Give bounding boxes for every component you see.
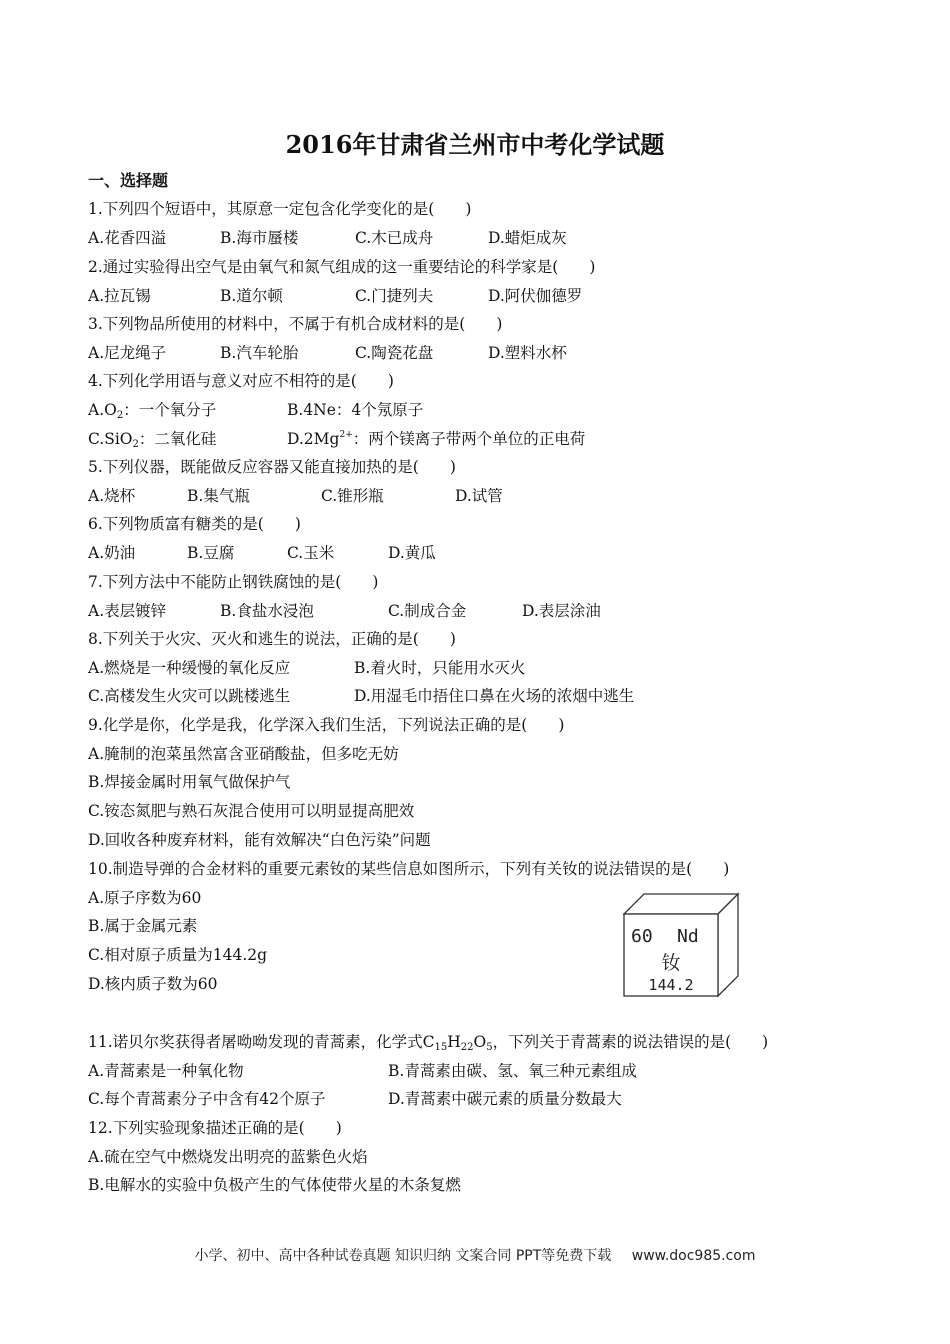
q2-option-b: B.道尔顿	[220, 287, 283, 305]
q8-option-b: B.着火时，只能用水灭火	[354, 659, 526, 677]
q7-option-d: D.表层涂油	[522, 602, 601, 620]
question-8: 8.下列关于火灾、灭火和逃生的说法，正确的是( )	[88, 630, 456, 648]
q11-option-a: A.青蒿素是一种氧化物	[88, 1062, 244, 1080]
atomic-number: 60	[631, 926, 653, 947]
q11-option-b: B.青蒿素由碳、氢、氧三种元素组成	[388, 1062, 637, 1080]
q6-option-d: D.黄瓜	[388, 544, 436, 562]
q9-option-a: A.腌制的泡菜虽然富含亚硝酸盐，但多吃无妨	[88, 745, 399, 763]
q1-option-c: C.木已成舟	[355, 229, 434, 247]
q4-option-d: $D.2Mg^{2+}$：两个镁离子带两个单位的正电荷	[287, 430, 586, 448]
q5-option-a: A.烧杯	[88, 487, 136, 505]
q1-option-d: D.蜡炬成灰	[488, 229, 567, 247]
q10-option-c: C.相对原子质量为144.2g	[88, 946, 268, 964]
q9-option-d: D.回收各种废弃材料，能有效解决“白色污染”问题	[88, 831, 431, 849]
question-9: 9.化学是你，化学是我，化学深入我们生活，下列说法正确的是( )	[88, 716, 565, 734]
q1-option-a: A.花香四溢	[88, 229, 167, 247]
q11-option-c: C.每个青蒿素分子中含有42个原子	[88, 1090, 326, 1108]
question-11: 11.诺贝尔奖获得者屠呦呦发现的青蒿素，化学式$C_{15}H_{22}O_5$，下列关于青蒿素的说法错误的是( )	[88, 1033, 769, 1053]
q7-option-c: C.制成合金	[388, 602, 467, 620]
q2-option-d: D.阿伏伽德罗	[488, 287, 583, 305]
q7-option-a: A.表层镀锌	[88, 602, 167, 620]
q8-option-a: A.燃烧是一种缓慢的氧化反应	[88, 659, 291, 677]
q2-option-a: A.拉瓦锡	[88, 287, 151, 305]
q5-option-b: B.集气瓶	[187, 487, 250, 505]
element-name: 钕	[661, 952, 681, 974]
q4-option-b: B.4Ne：4个氖原子	[287, 401, 424, 419]
q3-option-d: D.塑料水杯	[488, 344, 567, 362]
q10-option-d: D.核内质子数为60	[88, 975, 218, 993]
page-footer	[0, 1245, 950, 1265]
q5-option-c: C.锥形瓶	[321, 487, 384, 505]
question-7: 7.下列方法中不能防止钢铁腐蚀的是( )	[88, 573, 379, 591]
q4-option-a: $A.O_2$：一个氧分子	[88, 401, 217, 421]
question-1: 1.下列四个短语中，其原意一定包含化学变化的是( )	[88, 200, 472, 218]
q1-option-b: B.海市蜃楼	[220, 229, 299, 247]
q10-option-a: A.原子序数为60	[88, 889, 202, 907]
q3-option-a: A.尼龙绳子	[88, 344, 167, 362]
element-card-figure	[622, 892, 742, 1002]
page-title: 2016年甘肃省兰州市中考化学试题	[285, 130, 665, 159]
section-heading: 一、选择题	[88, 171, 169, 190]
footer-url[interactable]: www.doc985.com	[631, 1248, 756, 1264]
q12-option-b: B.电解水的实验中负极产生的气体使带火星的木条复燃	[88, 1176, 461, 1194]
question-5: 5.下列仪器，既能做反应容器又能直接加热的是( )	[88, 458, 456, 476]
q4-option-c: C.SiO$_2$：二氧化硅	[88, 430, 217, 450]
q9-option-c: C.铵态氮肥与熟石灰混合使用可以明显提高肥效	[88, 802, 415, 820]
question-10: 10.制造导弹的合金材料的重要元素钕的某些信息如图所示，下列有关钕的说法错误的是( )	[88, 860, 730, 878]
q12-option-a: A.硫在空气中燃烧发出明亮的蓝紫色火焰	[88, 1148, 368, 1166]
footer-text: 小学、初中、高中各种试卷真题 知识归纳 文案合同 PPT等免费下载	[194, 1248, 612, 1264]
q6-option-b: B.豆腐	[187, 544, 235, 562]
element-symbol: Nd	[677, 926, 699, 947]
question-2: 2.通过实验得出空气是由氧气和氮气组成的这一重要结论的科学家是( )	[88, 258, 596, 276]
q5-option-d: D.试管	[455, 487, 503, 505]
atomic-mass: 144.2	[648, 976, 694, 994]
q3-option-b: B.汽车轮胎	[220, 344, 299, 362]
question-12: 12.下列实验现象描述正确的是( )	[88, 1119, 342, 1137]
q8-option-c: C.高楼发生火灾可以跳楼逃生	[88, 687, 291, 705]
q9-option-b: B.焊接金属时用氧气做保护气	[88, 773, 291, 791]
q11-option-d: D.青蒿素中碳元素的质量分数最大	[388, 1090, 622, 1108]
q6-option-c: C.玉米	[287, 544, 335, 562]
q2-option-c: C.门捷列夫	[355, 287, 434, 305]
q6-option-a: A.奶油	[88, 544, 136, 562]
question-3: 3.下列物品所使用的材料中，不属于有机合成材料的是( )	[88, 315, 503, 333]
question-6: 6.下列物质富有糖类的是( )	[88, 515, 301, 533]
q10-option-b: B.属于金属元素	[88, 917, 198, 935]
q8-option-d: D.用湿毛巾捂住口鼻在火场的浓烟中逃生	[354, 687, 635, 705]
question-4: 4.下列化学用语与意义对应不相符的是( )	[88, 372, 394, 390]
q7-option-b: B.食盐水浸泡	[220, 602, 314, 620]
q3-option-c: C.陶瓷花盘	[355, 344, 434, 362]
